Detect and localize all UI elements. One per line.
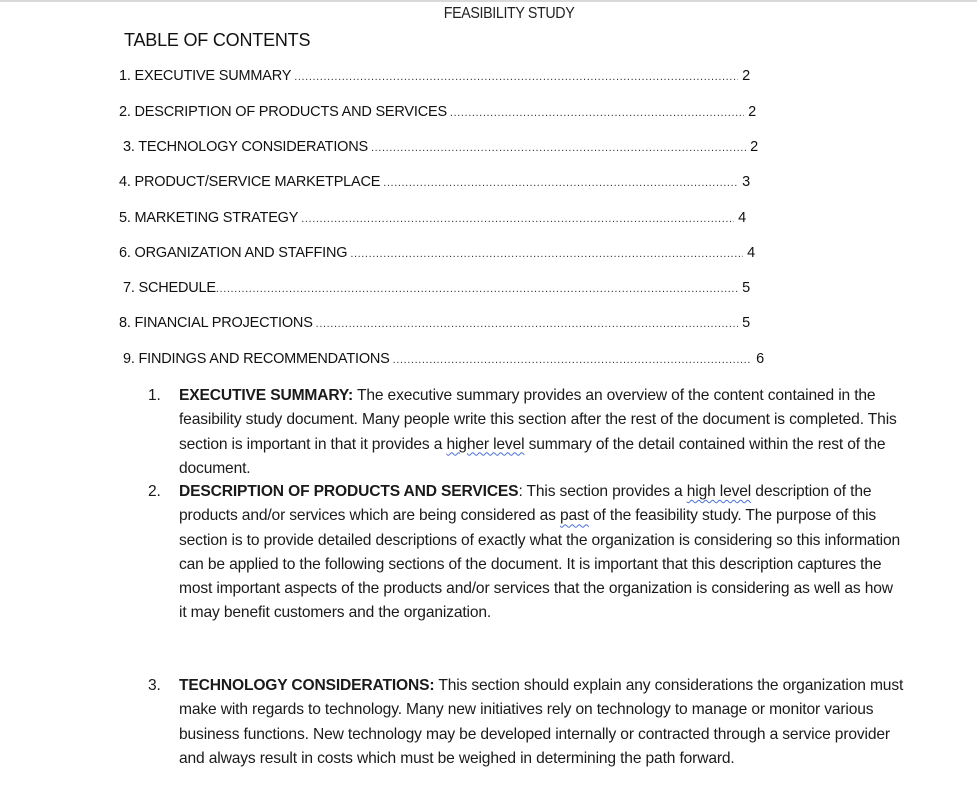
toc-page-number: 5: [742, 315, 750, 331]
section-body: [179, 384, 904, 481]
document-header: FEASIBILITY STUDY: [443, 5, 575, 22]
toc-leader-dots: [371, 142, 746, 154]
toc-entry-label: 3. TECHNOLOGY CONSIDERATIONS: [123, 139, 368, 155]
toc-leader-dots: [450, 107, 744, 119]
section-executive-summary: [148, 384, 908, 481]
toc-page-number: 4: [747, 245, 755, 261]
toc-entry[interactable]: [119, 245, 755, 261]
toc-entry-label: 5. MARKETING STRATEGY: [119, 210, 299, 226]
list-number: 3.: [148, 677, 161, 694]
list-number: 1.: [148, 387, 161, 404]
toc-entry-label: 1. EXECUTIVE SUMMARY: [119, 68, 292, 84]
spellcheck-flagged-word[interactable]: high level: [686, 483, 752, 500]
toc-page-number: 4: [738, 210, 746, 226]
toc-title: TABLE OF CONTENTS: [124, 30, 311, 50]
section-text: summary of the detail contained within the rest of the document.: [179, 435, 886, 477]
toc-entry-label: 6. ORGANIZATION AND STAFFING: [119, 245, 348, 261]
section-text: This section should explain any considerations the organization must make with regards to technology. Many new initiatives rely on technology to manage or monitor various business functions. New technology may be developed internally or contracted through a service provider and always result in costs which must be weighed in determining the path forward.: [179, 677, 904, 767]
section-heading: EXECUTIVE SUMMARY:: [179, 387, 354, 404]
toc-entry[interactable]: [119, 68, 750, 84]
section-body: [179, 674, 904, 771]
toc-entry-label: 2. DESCRIPTION OF PRODUCTS AND SERVICES: [119, 104, 447, 120]
toc-page-number: 2: [748, 104, 756, 120]
toc-entry[interactable]: [123, 280, 750, 296]
toc-leader-dots: [393, 354, 752, 366]
toc-leader-dots: [316, 318, 738, 330]
toc-entry[interactable]: [119, 315, 750, 331]
toc-entry[interactable]: [119, 104, 756, 120]
section-heading: TECHNOLOGY CONSIDERATIONS:: [179, 677, 435, 694]
toc-entry[interactable]: [123, 139, 758, 155]
section-description-products-services: [148, 480, 908, 626]
section-text: The executive summary provides an overview of the content contained in the feasibility study document. Many people write this section after the rest of the document is completed. This section is important in that it provides a: [179, 387, 897, 453]
toc-leader-dots: [350, 248, 743, 260]
page-top-border: [0, 0, 977, 2]
toc-page-number: 5: [742, 280, 750, 296]
toc-leader-dots: [294, 71, 738, 83]
section-text: : This section provides a: [518, 483, 687, 500]
toc-page-number: 2: [750, 139, 758, 155]
toc-page-number: 3: [742, 174, 750, 190]
spellcheck-flagged-word[interactable]: higher level: [446, 435, 525, 453]
toc-entry-label: 8. FINANCIAL PROJECTIONS: [119, 315, 313, 331]
section-text: description of the products and/or services which are being considered as: [179, 483, 872, 525]
toc-entry-label: 4. PRODUCT/SERVICE MARKETPLACE: [119, 174, 381, 190]
toc-entry-label: 7. SCHEDULE: [123, 280, 216, 296]
toc-page-number: 2: [742, 68, 750, 84]
spellcheck-flagged-word[interactable]: past: [559, 507, 589, 525]
section-heading: DESCRIPTION OF PRODUCTS AND SERVICES: [179, 483, 519, 500]
toc-entry-label: 9. FINDINGS AND RECOMMENDATIONS: [123, 351, 390, 367]
section-text: of the feasibility study. The purpose of this section is to provide detailed descriptions of exactly what the organization is considering so this information can be applied to the following sections of the document. It is important that this description captures the most important aspects of the products and/or services that the organization is considering as well as how it may benefit customers and the organization.: [179, 507, 900, 622]
toc-leader-dots: [301, 213, 734, 225]
toc-entry[interactable]: [123, 351, 764, 367]
toc-entry[interactable]: [119, 174, 750, 190]
toc-leader-dots: [216, 283, 738, 295]
section-technology-considerations: [148, 674, 908, 771]
toc-page-number: 6: [756, 351, 764, 367]
toc-entry[interactable]: [119, 210, 746, 226]
section-body: [179, 480, 904, 626]
toc-leader-dots: [383, 177, 738, 189]
list-number: 2.: [148, 483, 161, 500]
